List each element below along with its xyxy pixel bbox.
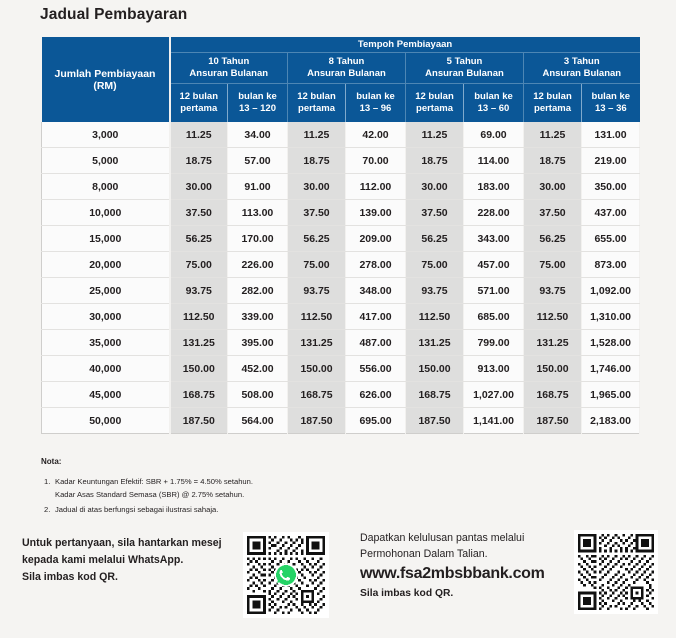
cell-installment: 695.00 (346, 408, 406, 434)
cell-installment: 30.00 (524, 174, 582, 200)
cell-installment: 150.00 (406, 356, 464, 382)
cell-installment: 1,528.00 (582, 330, 640, 356)
cell-installment: 75.00 (406, 252, 464, 278)
cell-installment: 150.00 (288, 356, 346, 382)
whatsapp-line-3: Sila imbas kod QR. (22, 571, 118, 583)
cell-installment: 187.50 (406, 408, 464, 434)
cell-financing-amount: 10,000 (42, 200, 170, 226)
cell-financing-amount: 20,000 (42, 252, 170, 278)
cell-installment: 70.00 (346, 148, 406, 174)
cell-installment: 93.75 (524, 278, 582, 304)
online-application-promo-text (360, 530, 545, 601)
cell-installment: 93.75 (406, 278, 464, 304)
cell-financing-amount: 8,000 (42, 174, 170, 200)
cell-installment: 168.75 (288, 382, 346, 408)
cell-installment: 112.50 (406, 304, 464, 330)
notes-list (41, 475, 461, 516)
subheader-line1: 12 bulan (415, 91, 454, 102)
cell-installment: 228.00 (464, 200, 524, 226)
table-row (42, 330, 640, 356)
table-row (42, 148, 640, 174)
cell-installment: 187.50 (524, 408, 582, 434)
cell-installment: 799.00 (464, 330, 524, 356)
note-item (41, 475, 461, 501)
note-text (55, 475, 461, 501)
subheader-line1: bulan ke (238, 91, 277, 102)
subheader-line1: 12 bulan (179, 91, 219, 102)
cell-installment: 343.00 (464, 226, 524, 252)
cell-financing-amount: 3,000 (42, 122, 170, 148)
cell-installment: 564.00 (228, 408, 288, 434)
cell-installment: 37.50 (524, 200, 582, 226)
cell-installment: 219.00 (582, 148, 640, 174)
cell-installment: 913.00 (464, 356, 524, 382)
cell-installment: 11.25 (524, 122, 582, 148)
subheader-8y-rest (346, 84, 406, 123)
cell-installment: 278.00 (346, 252, 406, 278)
group-term-sub: Ansuran Bulanan (542, 68, 622, 79)
cell-installment: 131.25 (288, 330, 346, 356)
cell-installment: 56.25 (524, 226, 582, 252)
header-group-5-tahun (406, 53, 524, 84)
cell-installment: 131.00 (582, 122, 640, 148)
header-group-3-tahun (524, 53, 640, 84)
group-term: 3 Tahun (563, 56, 600, 67)
online-line-1: Dapatkan kelulusan pantas melalui (360, 532, 525, 544)
subheader-line1: bulan ke (474, 91, 513, 102)
note-text (55, 503, 461, 516)
application-url[interactable]: www.fsa2mbsbbank.com (360, 565, 545, 582)
cell-installment: 114.00 (464, 148, 524, 174)
cell-installment: 42.00 (346, 122, 406, 148)
cell-installment: 168.75 (170, 382, 228, 408)
group-term: 8 Tahun (328, 56, 365, 67)
cell-installment: 93.75 (170, 278, 228, 304)
cell-installment: 183.00 (464, 174, 524, 200)
cell-installment: 1,027.00 (464, 382, 524, 408)
cell-installment: 37.50 (170, 200, 228, 226)
table-body (42, 122, 640, 434)
cell-financing-amount: 25,000 (42, 278, 170, 304)
subheader-line2: 13 – 96 (359, 103, 392, 114)
note-number: 2. (44, 505, 51, 514)
table-row (42, 122, 640, 148)
group-term-sub: Ansuran Bulanan (307, 68, 386, 79)
table-row (42, 252, 640, 278)
cell-installment: 131.25 (170, 330, 228, 356)
cell-installment: 56.25 (406, 226, 464, 252)
subheader-line1: 12 bulan (533, 91, 572, 102)
subheader-5y-first12 (406, 84, 464, 123)
online-line-2: Permohonan Dalam Talian. (360, 548, 488, 560)
website-qr-svg (578, 534, 654, 610)
whatsapp-icon (274, 563, 298, 587)
cell-installment: 93.75 (288, 278, 346, 304)
note-number: 1. (44, 477, 51, 486)
page-title: Jadual Pembayaran (40, 6, 188, 23)
cell-installment: 56.25 (288, 226, 346, 252)
cell-installment: 75.00 (170, 252, 228, 278)
cell-installment: 112.00 (346, 174, 406, 200)
cell-installment: 873.00 (582, 252, 640, 278)
payment-schedule-table-wrapper (41, 37, 639, 434)
cell-installment: 1,310.00 (582, 304, 640, 330)
cell-financing-amount: 35,000 (42, 330, 170, 356)
header-row-top (42, 37, 640, 53)
group-term-sub: Ansuran Bulanan (425, 68, 504, 79)
table-row (42, 200, 640, 226)
cell-installment: 11.25 (406, 122, 464, 148)
cell-installment: 69.00 (464, 122, 524, 148)
cell-financing-amount: 5,000 (42, 148, 170, 174)
cell-installment: 150.00 (170, 356, 228, 382)
payment-schedule-table (41, 37, 640, 434)
cell-installment: 655.00 (582, 226, 640, 252)
cell-installment: 18.75 (170, 148, 228, 174)
online-line-3: Sila imbas kod QR. (360, 588, 454, 599)
cell-installment: 37.50 (406, 200, 464, 226)
cell-installment: 112.50 (170, 304, 228, 330)
subheader-line1: bulan ke (591, 91, 631, 102)
cell-installment: 131.25 (524, 330, 582, 356)
cell-installment: 1,141.00 (464, 408, 524, 434)
cell-installment: 18.75 (288, 148, 346, 174)
whatsapp-qr-svg (247, 536, 325, 614)
subheader-line2: 13 – 120 (239, 103, 276, 114)
notes-title: Nota: (41, 457, 62, 466)
cell-financing-amount: 15,000 (42, 226, 170, 252)
cell-installment: 487.00 (346, 330, 406, 356)
cell-installment: 18.75 (524, 148, 582, 174)
notes-section (41, 455, 461, 518)
cell-installment: 168.75 (406, 382, 464, 408)
table-row (42, 356, 640, 382)
subheader-line1: bulan ke (356, 91, 395, 102)
group-term: 10 Tahun (208, 56, 250, 67)
cell-installment: 452.00 (228, 356, 288, 382)
cell-installment: 226.00 (228, 252, 288, 278)
cell-installment: 11.25 (170, 122, 228, 148)
cell-installment: 56.25 (170, 226, 228, 252)
cell-installment: 187.50 (170, 408, 228, 434)
subheader-line2: pertama (180, 103, 218, 114)
cell-installment: 339.00 (228, 304, 288, 330)
cell-installment: 571.00 (464, 278, 524, 304)
subheader-line2: pertama (298, 103, 335, 114)
website-qr-code[interactable] (574, 530, 658, 614)
table-row (42, 304, 640, 330)
cell-installment: 57.00 (228, 148, 288, 174)
cell-installment: 1,746.00 (582, 356, 640, 382)
header-tempoh-pembiayaan: Tempoh Pembiayaan (170, 37, 640, 53)
table-row (42, 278, 640, 304)
subheader-5y-rest (464, 84, 524, 123)
table-row (42, 408, 640, 434)
cell-installment: 37.50 (288, 200, 346, 226)
cell-installment: 395.00 (228, 330, 288, 356)
table-row (42, 382, 640, 408)
cell-financing-amount: 45,000 (42, 382, 170, 408)
subheader-line1: 12 bulan (297, 91, 336, 102)
cell-financing-amount: 50,000 (42, 408, 170, 434)
cell-installment: 112.50 (288, 304, 346, 330)
cell-financing-amount: 30,000 (42, 304, 170, 330)
note-line: Kadar Keuntungan Efektif: SBR + 1.75% = 4.50% setahun. (55, 477, 253, 486)
cell-installment: 91.00 (228, 174, 288, 200)
subheader-3y-rest (582, 84, 640, 123)
cell-installment: 187.50 (288, 408, 346, 434)
cell-installment: 75.00 (288, 252, 346, 278)
cell-installment: 437.00 (582, 200, 640, 226)
cell-installment: 417.00 (346, 304, 406, 330)
cell-installment: 508.00 (228, 382, 288, 408)
cell-installment: 457.00 (464, 252, 524, 278)
cell-financing-amount: 40,000 (42, 356, 170, 382)
cell-installment: 1,092.00 (582, 278, 640, 304)
header-amount-label: Jumlah Pembiayaan (RM) (42, 37, 170, 122)
subheader-10y-rest (228, 84, 288, 123)
cell-installment: 2,183.00 (582, 408, 640, 434)
note-line: Jadual di atas berfungsi sebagai ilustrasi sahaja. (55, 505, 219, 514)
cell-installment: 34.00 (228, 122, 288, 148)
whatsapp-line-2: kepada kami melalui WhatsApp. (22, 554, 184, 566)
cell-installment: 1,965.00 (582, 382, 640, 408)
cell-installment: 282.00 (228, 278, 288, 304)
subheader-line2: 13 – 60 (477, 103, 510, 114)
cell-installment: 150.00 (524, 356, 582, 382)
subheader-10y-first12 (170, 84, 228, 123)
subheader-line2: 13 – 36 (594, 103, 627, 114)
table-row (42, 174, 640, 200)
subheader-8y-first12 (288, 84, 346, 123)
cell-installment: 11.25 (288, 122, 346, 148)
note-item (41, 503, 461, 516)
cell-installment: 168.75 (524, 382, 582, 408)
cell-installment: 30.00 (288, 174, 346, 200)
cell-installment: 112.50 (524, 304, 582, 330)
cell-installment: 75.00 (524, 252, 582, 278)
cell-installment: 131.25 (406, 330, 464, 356)
whatsapp-line-1: Untuk pertanyaan, sila hantarkan mesej (22, 537, 222, 549)
cell-installment: 170.00 (228, 226, 288, 252)
subheader-line2: pertama (416, 103, 453, 114)
cell-installment: 139.00 (346, 200, 406, 226)
header-group-10-tahun (170, 53, 288, 84)
group-term: 5 Tahun (446, 56, 483, 67)
whatsapp-qr-code[interactable] (243, 532, 329, 618)
table-header (42, 37, 640, 122)
cell-installment: 685.00 (464, 304, 524, 330)
cell-installment: 30.00 (406, 174, 464, 200)
table-row (42, 226, 640, 252)
cell-installment: 18.75 (406, 148, 464, 174)
cell-installment: 350.00 (582, 174, 640, 200)
cell-installment: 348.00 (346, 278, 406, 304)
group-term-sub: Ansuran Bulanan (189, 68, 269, 79)
whatsapp-promo-text (22, 535, 222, 586)
header-group-8-tahun (288, 53, 406, 84)
cell-installment: 113.00 (228, 200, 288, 226)
subheader-3y-first12 (524, 84, 582, 123)
subheader-line2: pertama (534, 103, 571, 114)
cell-installment: 30.00 (170, 174, 228, 200)
cell-installment: 209.00 (346, 226, 406, 252)
cell-installment: 556.00 (346, 356, 406, 382)
cell-installment: 626.00 (346, 382, 406, 408)
note-line: Kadar Asas Standard Semasa (SBR) @ 2.75% setahun. (55, 490, 245, 499)
